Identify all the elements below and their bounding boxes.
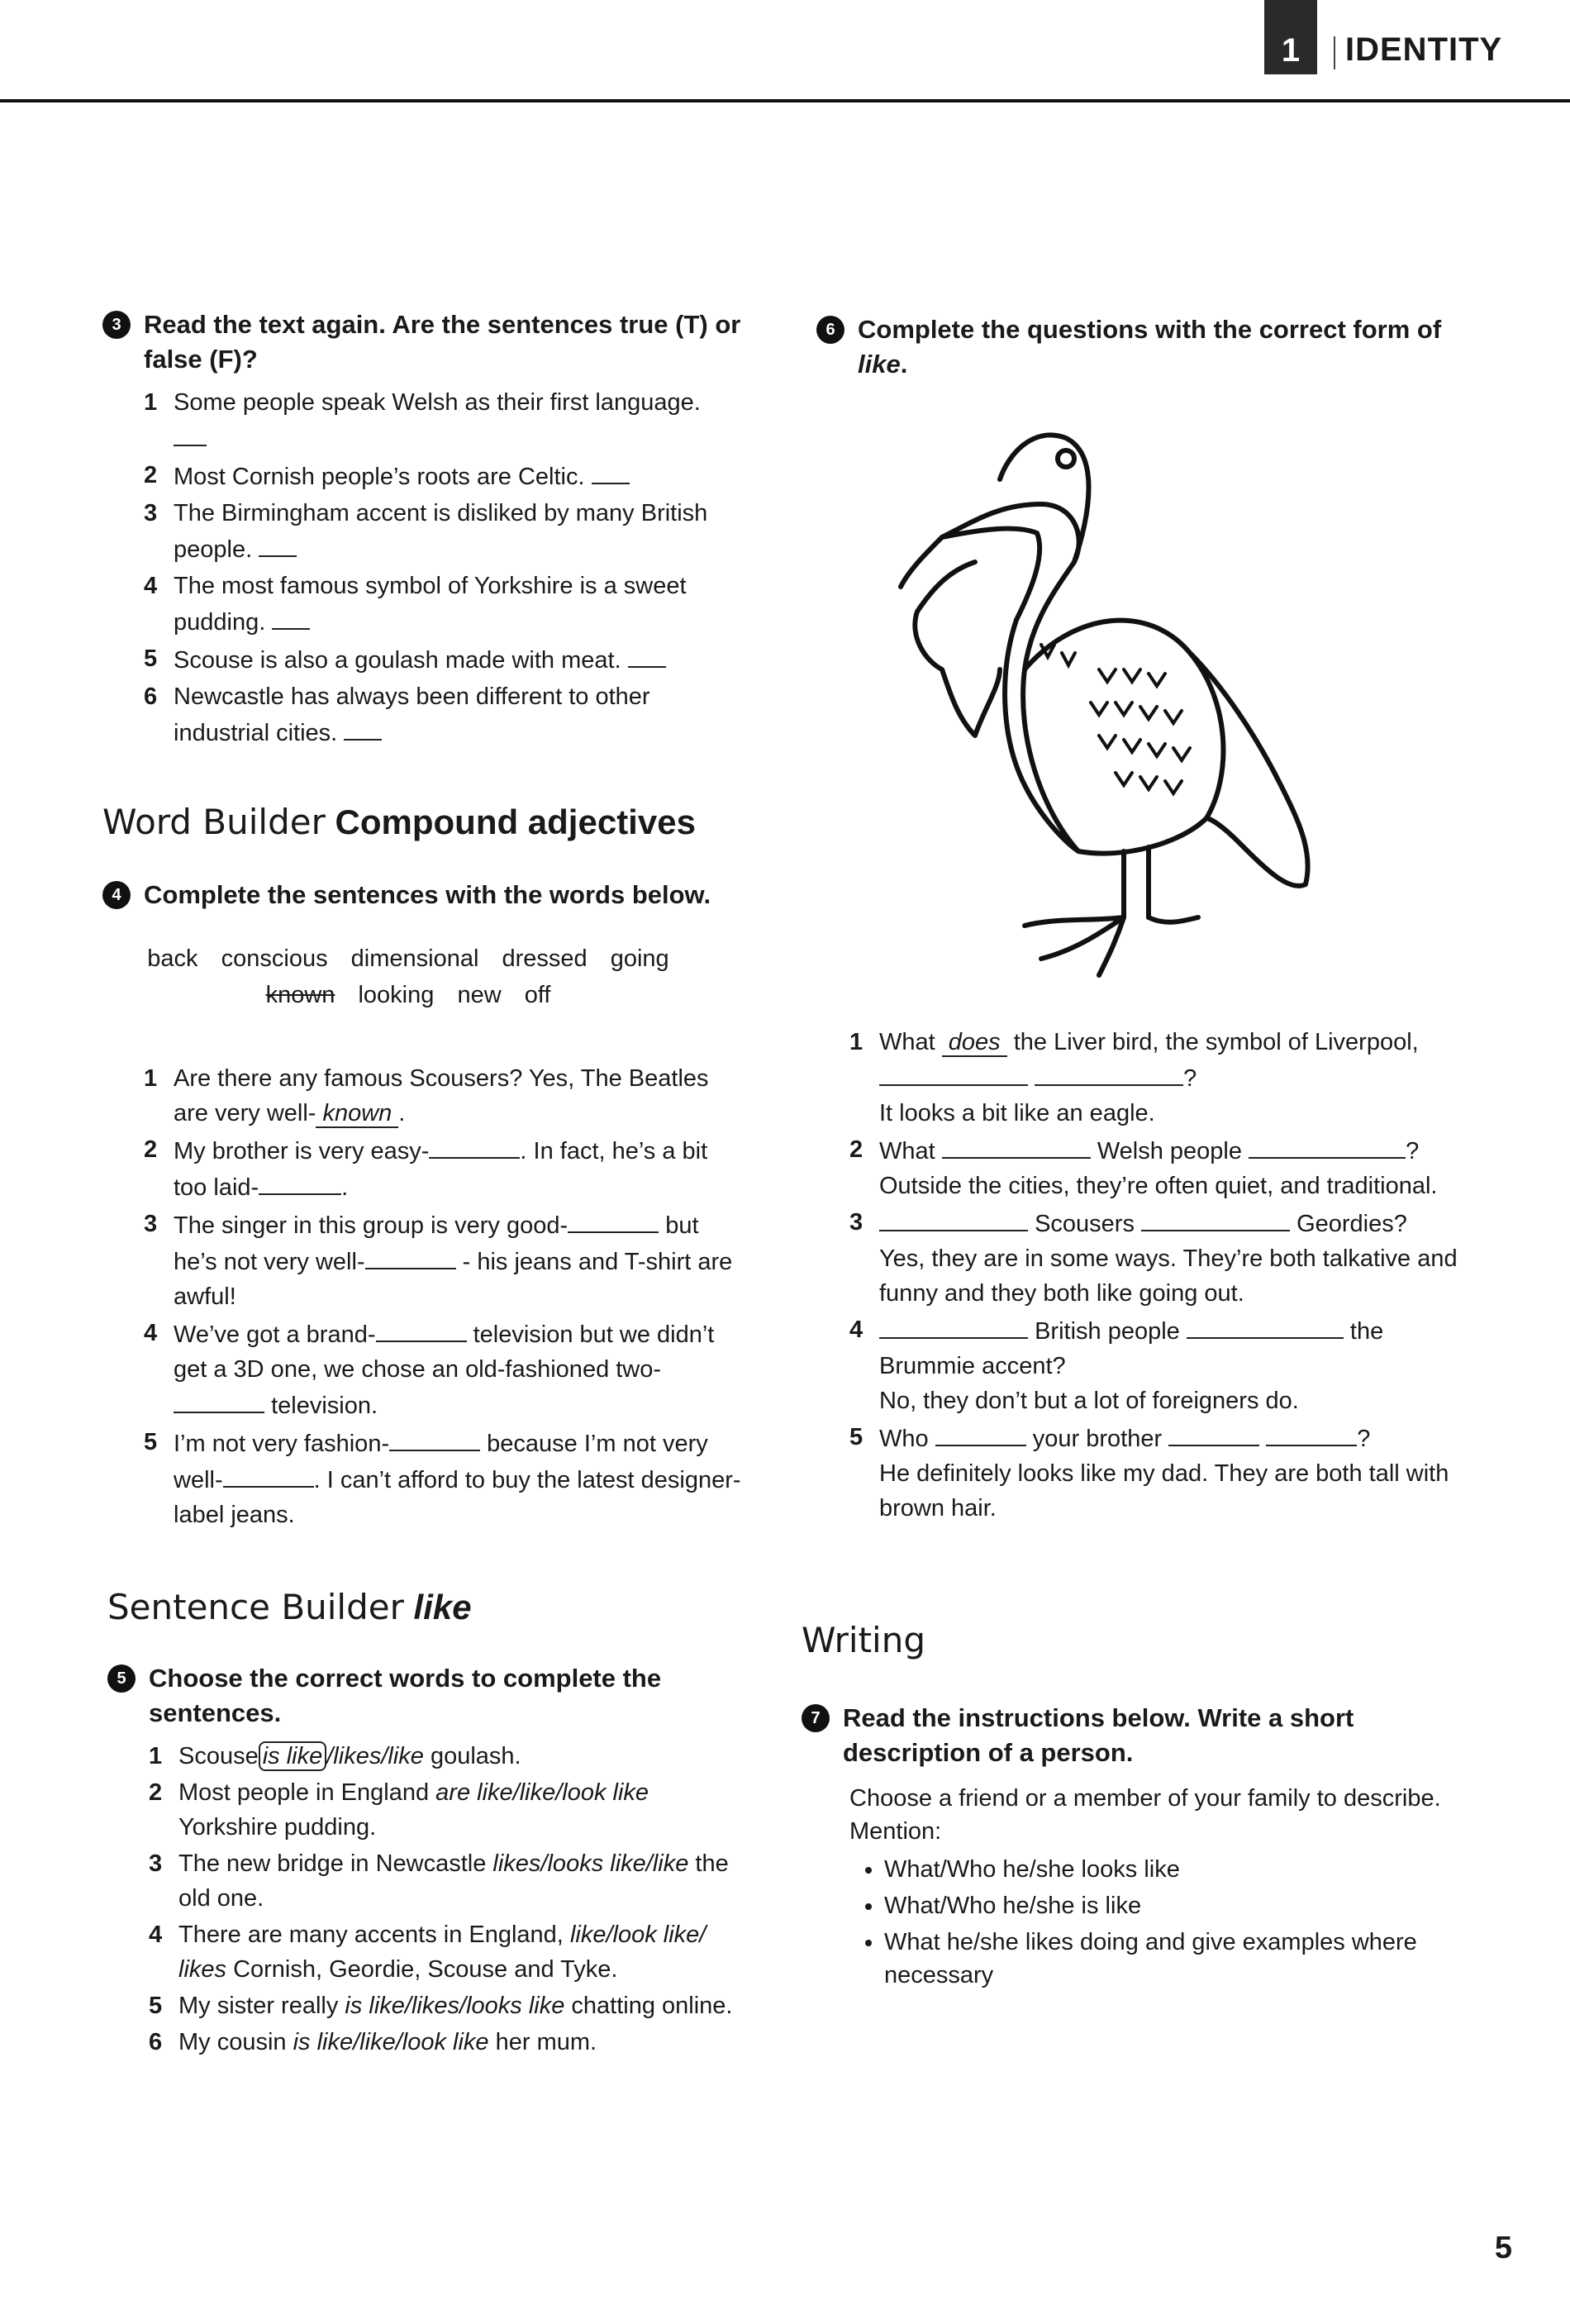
list-item: • What/Who he/she is like bbox=[884, 1889, 1446, 1922]
writing-heading: Writing bbox=[802, 1620, 925, 1660]
exercise-number: 4 bbox=[102, 881, 131, 909]
list-item: 5 My sister really is like/likes/looks like chatting online. bbox=[149, 1993, 733, 2019]
word-off: off bbox=[524, 982, 551, 1008]
answer-text: It looks a bit like an eagle. bbox=[879, 1100, 1155, 1126]
exercise-4-items bbox=[144, 1061, 747, 1532]
answer-text: Outside the cities, they’re often quiet, and traditional. bbox=[879, 1173, 1438, 1199]
exercise-5-items bbox=[149, 1739, 735, 2060]
answer-blank[interactable] bbox=[879, 1205, 1028, 1231]
answer-blank[interactable] bbox=[389, 1425, 480, 1451]
exercise-instruction: Choose the correct words to complete the sentences. bbox=[149, 1664, 662, 1727]
exercise-instruction: Read the instructions below. Write a short description of a person. bbox=[843, 1703, 1354, 1767]
example-answer: known bbox=[316, 1100, 398, 1128]
word-known-crossed: known bbox=[265, 982, 335, 1008]
list-item: 1 Are there any famous Scousers? Yes, The Beatles are very well- known . bbox=[144, 1065, 709, 1126]
answer-text: He definitely looks like my dad. They are both tall with brown hair. bbox=[879, 1460, 1449, 1522]
list-item: 4 There are many accents in England, like/look like/ likes Cornish, Geordie, Scouse and Tyke. bbox=[149, 1922, 706, 1983]
word-going: going bbox=[610, 945, 669, 972]
list-item: 3 Scousers Geordies? Yes, they are in some ways. They’re both talkative and funny and they both like going out. bbox=[849, 1205, 1477, 1311]
exercise-number: 6 bbox=[816, 316, 844, 344]
list-item: 4 British people the Brummie accent? No, they don’t but a lot of foreigners do. bbox=[849, 1312, 1477, 1418]
exercise-5 bbox=[107, 1661, 735, 2061]
header-rule bbox=[0, 99, 1570, 102]
exercise-instruction: Complete the questions with the correct form of like. bbox=[858, 315, 1442, 379]
list-item: 5 Who your brother ? He definitely looks like my dad. They are both tall with brown hair. bbox=[849, 1420, 1477, 1526]
choice-options[interactable]: are like/like/look like bbox=[435, 1779, 649, 1806]
answer-blank[interactable] bbox=[942, 1132, 1091, 1159]
exercise-3-items bbox=[144, 385, 747, 750]
answer-blank[interactable] bbox=[365, 1243, 456, 1269]
list-item: • What he/she likes doing and give examples where necessary bbox=[884, 1926, 1446, 1992]
exercise-6 bbox=[816, 312, 1461, 382]
list-item: 2 What Welsh people ? Outside the cities, they’re often quiet, and traditional. bbox=[849, 1132, 1477, 1203]
writing-intro: Choose a friend or a member of your family to describe. Mention: bbox=[849, 1785, 1441, 1845]
word-dimensional: dimensional bbox=[350, 945, 479, 972]
list-item: 3 The new bridge in Newcastle likes/looks like/like the old one. bbox=[149, 1850, 729, 1912]
list-item: 1 Scouse is like /likes/like goulash. bbox=[149, 1743, 521, 1769]
list-item: 6 Newcastle has always been different to other industrial cities. bbox=[144, 683, 650, 746]
exercise-7 bbox=[802, 1701, 1446, 1995]
answer-blank[interactable] bbox=[259, 531, 297, 557]
answer-blank[interactable] bbox=[592, 458, 630, 484]
liver-bird-illustration bbox=[876, 421, 1355, 983]
circled-answer: is like bbox=[259, 1741, 327, 1771]
answer-blank[interactable] bbox=[1187, 1312, 1344, 1339]
word-conscious: conscious bbox=[221, 945, 328, 972]
list-item: 1 Some people speak Welsh as their first language. bbox=[144, 385, 747, 456]
list-item: 4 We’ve got a brand- television but we didn’t get a 3D one, we chose an old-fashioned two- television. bbox=[144, 1316, 747, 1423]
exercise-number: 7 bbox=[802, 1704, 830, 1732]
answer-blank[interactable] bbox=[1141, 1205, 1290, 1231]
answer-text: No, they don’t but a lot of foreigners do. bbox=[879, 1388, 1299, 1414]
answer-blank[interactable] bbox=[272, 603, 310, 630]
answer-blank[interactable] bbox=[1168, 1420, 1259, 1446]
page-number: 5 bbox=[1494, 2231, 1512, 2265]
word-back: back bbox=[147, 945, 198, 972]
list-item: 4 The most famous symbol of Yorkshire is a sweet pudding. bbox=[144, 573, 687, 636]
unit-title: IDENTITY bbox=[1345, 31, 1503, 68]
answer-blank[interactable] bbox=[223, 1461, 314, 1488]
choice-options[interactable]: like/look like/ likes bbox=[178, 1922, 706, 1983]
header-separator bbox=[1334, 36, 1335, 69]
answer-text: Yes, they are in some ways. They’re both talkative and funny and they both like going out. bbox=[879, 1245, 1458, 1307]
exercise-instruction: Read the text again. Are the sentences true (T) or false (F)? bbox=[144, 310, 741, 374]
list-item: 2 My brother is very easy- . In fact, he’s a bit too laid- . bbox=[144, 1132, 747, 1205]
list-item: 3 The Birmingham accent is disliked by many British people. bbox=[144, 500, 708, 563]
choice-options[interactable]: is like/likes/looks like bbox=[345, 1993, 565, 2019]
exercise-number: 3 bbox=[102, 311, 131, 339]
answer-blank[interactable] bbox=[628, 641, 666, 668]
writing-bullets bbox=[849, 1853, 1446, 1992]
answer-blank[interactable] bbox=[259, 1169, 341, 1195]
answer-blank[interactable] bbox=[174, 420, 207, 446]
answer-blank[interactable] bbox=[879, 1312, 1028, 1339]
list-item: 5 Scouse is also a goulash made with meat. bbox=[144, 641, 747, 678]
answer-blank[interactable] bbox=[344, 714, 382, 741]
choice-options[interactable]: is like/like/look like bbox=[293, 2029, 489, 2055]
exercise-4 bbox=[102, 878, 747, 1534]
exercise-6-items bbox=[849, 1025, 1477, 1527]
answer-blank[interactable] bbox=[879, 1060, 1028, 1086]
list-item: 5 I’m not very fashion- because I’m not very well- . I can’t afford to buy the latest designer-label jeans. bbox=[144, 1425, 747, 1532]
answer-blank[interactable] bbox=[376, 1316, 467, 1342]
list-item: 2 Most people in England are like/like/look like Yorkshire pudding. bbox=[149, 1779, 649, 1841]
word-box bbox=[136, 941, 681, 1013]
word-builder-heading: Word Builder Compound adjectives bbox=[102, 802, 696, 842]
exercise-3 bbox=[102, 307, 747, 752]
sentence-builder-heading: Sentence Builder like bbox=[107, 1587, 472, 1627]
list-item: 1 What does the Liver bird, the symbol of Liverpool, ? It looks a bit like an eagle. bbox=[849, 1029, 1419, 1126]
word-new: new bbox=[457, 982, 502, 1008]
answer-blank[interactable] bbox=[1035, 1060, 1183, 1086]
answer-blank[interactable] bbox=[1249, 1132, 1406, 1159]
list-item: 3 The singer in this group is very good- but he’s not very well- - his jeans and T-shirt are awful! bbox=[144, 1207, 747, 1314]
list-item: 6 My cousin is like/like/look like her mum. bbox=[149, 2029, 597, 2055]
answer-blank[interactable] bbox=[429, 1132, 520, 1159]
list-item: • What/Who he/she looks like bbox=[884, 1853, 1446, 1886]
word-dressed: dressed bbox=[502, 945, 588, 972]
exercise-number: 5 bbox=[107, 1664, 136, 1693]
answer-blank[interactable] bbox=[568, 1207, 659, 1233]
answer-blank[interactable] bbox=[174, 1387, 264, 1413]
answer-blank[interactable] bbox=[935, 1420, 1026, 1446]
choice-options[interactable]: likes/looks like/like bbox=[492, 1850, 689, 1877]
unit-badge: 1 bbox=[1264, 0, 1317, 74]
answer-blank[interactable] bbox=[1266, 1420, 1357, 1446]
list-item: 2 Most Cornish people’s roots are Celtic. bbox=[144, 458, 747, 494]
example-answer: does bbox=[942, 1029, 1007, 1057]
word-looking: looking bbox=[358, 982, 435, 1008]
exercise-instruction: Complete the sentences with the words below. bbox=[144, 880, 711, 909]
